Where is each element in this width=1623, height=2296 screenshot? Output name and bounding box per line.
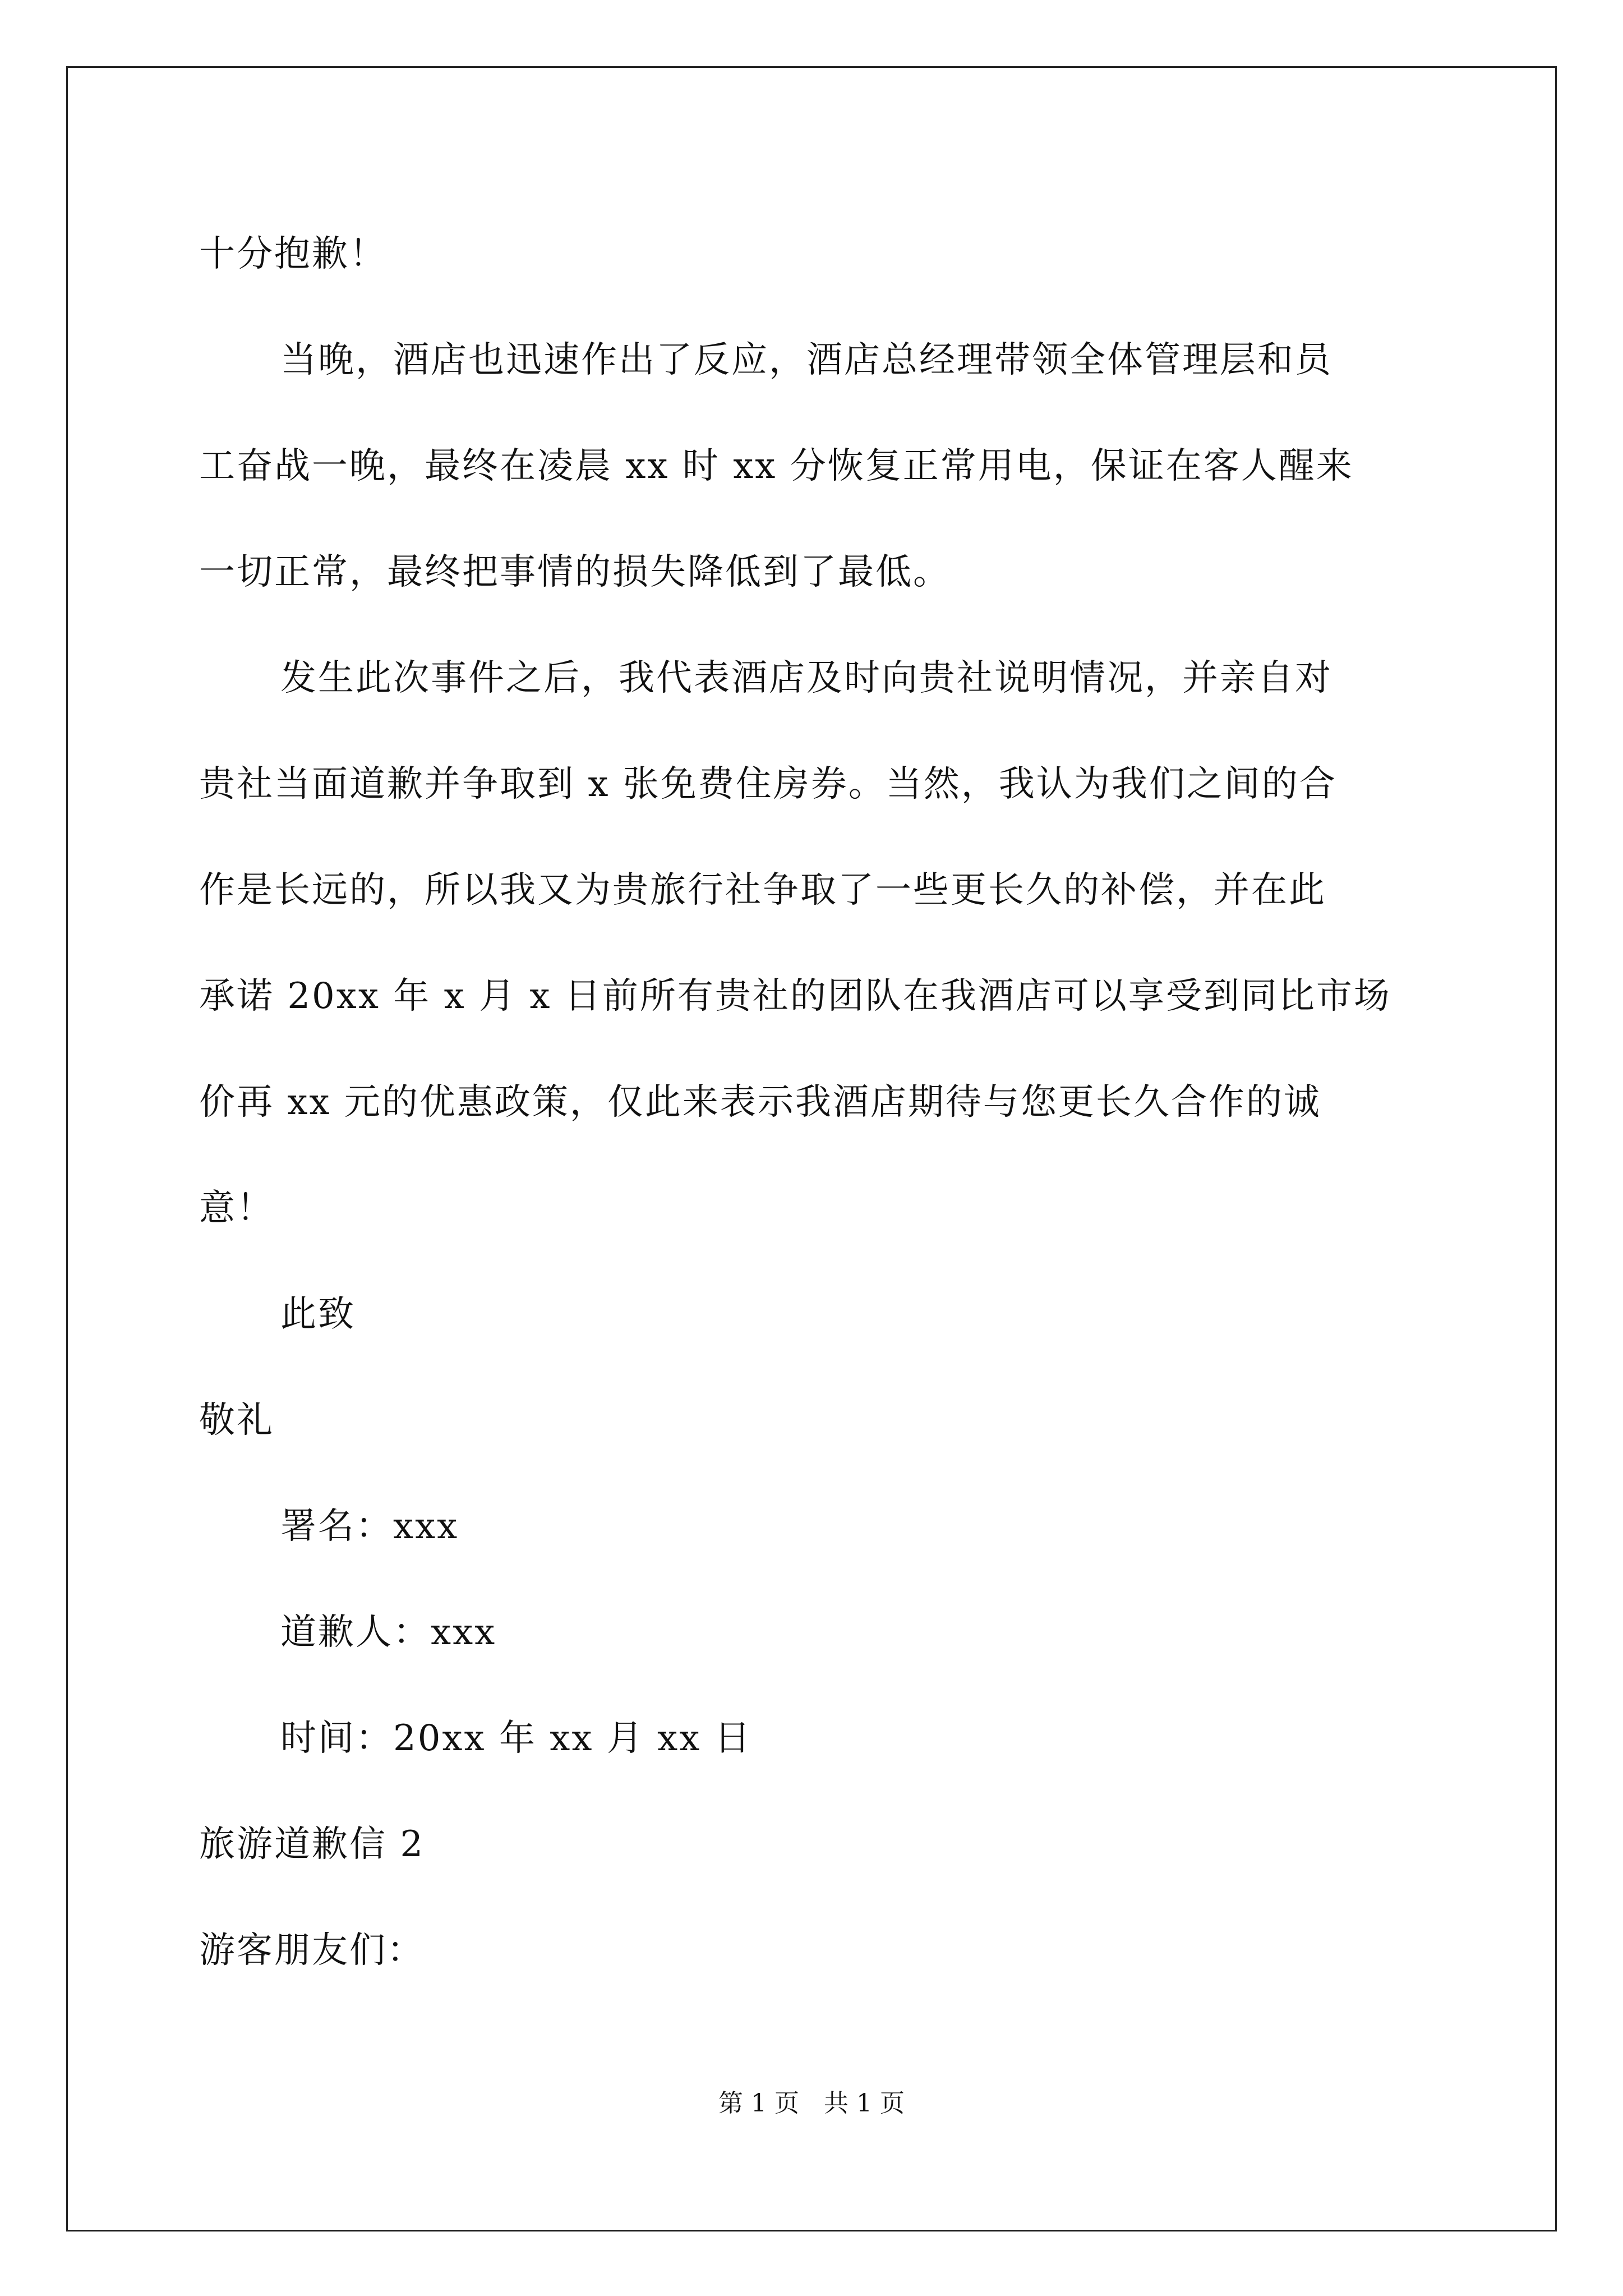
text-line: 贵社当面道歉并争取到 x 张免费住房券。当然，我认为我们之间的合: [199, 763, 1337, 805]
greeting-line: 游客朋友们：: [199, 1930, 425, 1971]
text-line: 承诺 20xx 年 x 月 x 日前所有贵社的团队在我酒店可以享受到同比市场: [199, 976, 1391, 1017]
signature-line: 署名：xxx: [280, 1506, 459, 1547]
text-line: 作是长远的，所以我又为贵旅行社争取了一些更长久的补偿，并在此: [199, 869, 1326, 911]
page-border: [66, 66, 1557, 2231]
text-line-paragraph-1: 当晚，酒店也迅速作出了反应，酒店总经理带领全体管理层和员: [280, 339, 1332, 381]
section-title: 旅游道歉信 2: [199, 1824, 425, 1865]
date-line: 时间：20xx 年 xx 月 xx 日: [280, 1718, 752, 1759]
apologizer-line: 道歉人：xxx: [280, 1612, 497, 1653]
text-line: 价再 xx 元的优惠政策，仅此来表示我酒店期待与您更长久合作的诚: [199, 1082, 1321, 1123]
text-line: 意！: [199, 1188, 274, 1229]
text-line: 工奋战一晚，最终在凌晨 xx 时 xx 分恢复正常用电，保证在客人醒来: [199, 445, 1354, 487]
text-line: 一切正常，最终把事情的损失降低到了最低。: [199, 551, 951, 593]
closing-regards: 敬礼: [199, 1400, 274, 1441]
text-line-apology-end: 十分抱歉！: [199, 233, 387, 275]
page-footer: 第 1 页 共 1 页: [718, 2089, 905, 2118]
text-line-paragraph-2: 发生此次事件之后，我代表酒店及时向贵社说明情况，并亲自对: [280, 657, 1332, 699]
closing-salutation: 此致: [280, 1294, 356, 1335]
